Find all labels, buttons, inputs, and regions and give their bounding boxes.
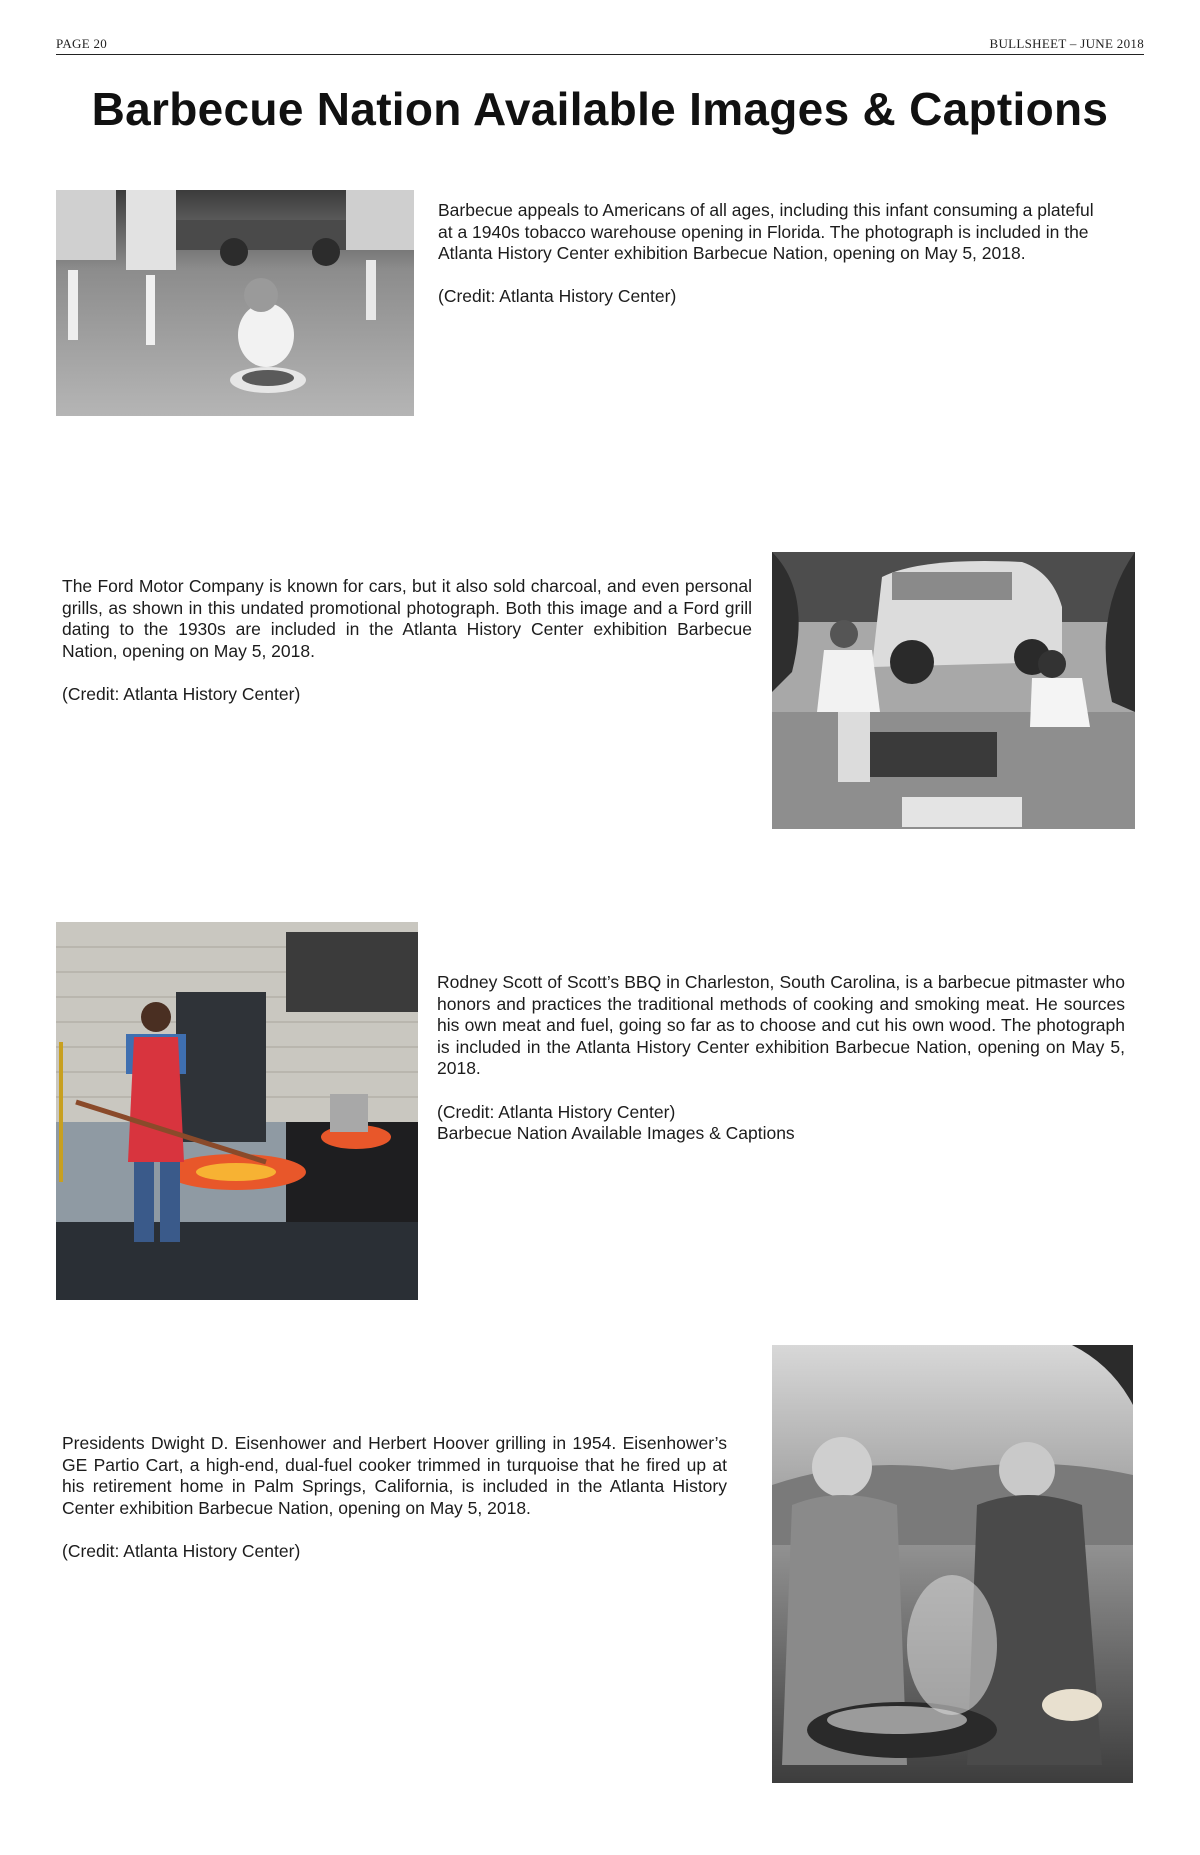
photo-infant-eating-barbecue <box>56 190 414 416</box>
publication-issue: BULLSHEET – JUNE 2018 <box>989 36 1144 51</box>
caption-block-3 <box>437 972 1125 1145</box>
photo-presidents-grilling <box>772 1345 1133 1783</box>
photo-credit: (Credit: Atlanta History Center) <box>62 1540 301 1561</box>
photo-ford-charcoal-picnic <box>772 552 1135 829</box>
caption-trailing-line: Barbecue Nation Available Images & Captions <box>437 1123 795 1144</box>
caption-block-2 <box>62 576 752 706</box>
page-number: PAGE 20 <box>56 36 108 51</box>
caption-block-1 <box>438 200 1106 308</box>
photo-credit-block <box>437 1102 1125 1145</box>
caption-block-4 <box>62 1433 727 1563</box>
running-head <box>56 36 1144 55</box>
caption-text: The Ford Motor Company is known for cars, but it also sold charcoal, and even personal grills, as shown in this undated promotional photograph. Both this image and a Ford grill dating to the 1930s are included in the Atlanta History Center exhibition Barbecue Nation, opening on May 5, 2018. <box>62 576 752 661</box>
caption-text: Rodney Scott of Scott’s BBQ in Charleston, South Carolina, is a barbecue pitmaster who honors and practices the traditional methods of cooking and smoking meat. He sources his own meat and fuel, going so far as to choose and cut his own wood. The photograph is included in the Atlanta History Center exhibition Barbecue Nation, opening on May 5, 2018. <box>437 972 1125 1079</box>
caption-text: Presidents Dwight D. Eisenhower and Herbert Hoover grilling in 1954. Eisenhower’s GE Partio Cart, a high-end, dual-fuel cooker trimmed in turquoise that he fired up at his retirement home in Palm Springs, California, is included in the Atlanta History Center exhibition Barbecue Nation, opening on May 5, 2018. <box>62 1433 727 1518</box>
photo-credit: (Credit: Atlanta History Center) <box>437 1101 676 1122</box>
page-title: Barbecue Nation Available Images & Captions <box>91 83 1109 135</box>
photo-credit: (Credit: Atlanta History Center) <box>62 683 301 704</box>
caption-text: Barbecue appeals to Americans of all ages, including this infant consuming a plateful at a 1940s tobacco warehouse opening in Florida. The photograph is included in the Atlanta History Center exhibition Barbecue Nation, opening on May 5, 2018. <box>438 200 1094 264</box>
photo-pitmaster-rodney-scott <box>56 922 418 1300</box>
photo-credit: (Credit: Atlanta History Center) <box>438 286 677 307</box>
